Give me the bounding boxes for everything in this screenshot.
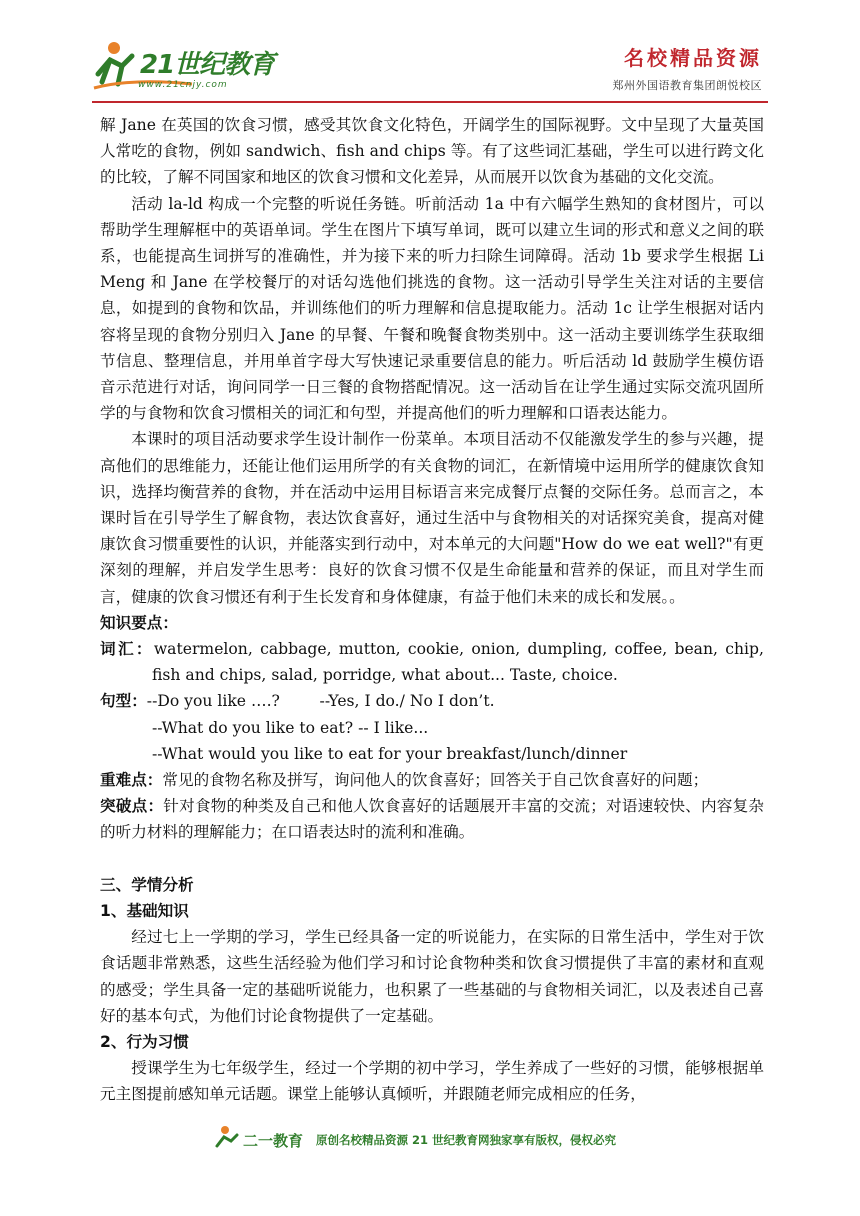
sentence-pattern-2: --What do you like to eat? -- I like... <box>152 718 429 737</box>
sentence-pattern-1: --Do you like ….? --Yes, I do./ No I don’t. <box>146 692 495 711</box>
paragraph-basic-knowledge: 经过七上一学期的学习，学生已经具备一定的听说能力，在实际的日常生活中，学生对于饮食话题非常熟悉，这些生活经验为他们学习和讨论食物种类和饮食习惯提供了丰富的素材和直观的感受；学生具备一定的基础听说能力，也积累了一些基础的与食物相关词汇，以及表述自己喜好的基本句式，为他们讨论食物提供了一定基础。 <box>100 928 764 1025</box>
difficulty-item <box>100 767 764 793</box>
paragraph-behavior: 授课学生为七年级学生，经过一个学期的初中学习，学生养成了一些好的习惯，能够根据单元主图提前感知单元话题。课堂上能够认真倾听，并跟随老师完成相应的任务， <box>100 1059 764 1104</box>
breakthrough-item <box>100 793 764 845</box>
section-title-learner-analysis: 三、学情分析 <box>100 875 194 894</box>
vocabulary-label: 词汇： <box>100 640 154 659</box>
brand-title: 名校精品资源 <box>624 46 762 70</box>
document-body <box>100 112 764 1108</box>
vocabulary-text: watermelon, cabbage, mutton, cookie, onion, dumpling, coffee, bean, chip, fish and chips, salad, porridge, what about... Taste, choice. <box>152 640 764 685</box>
paragraph-activities: 活动 la-ld 构成一个完整的听说任务链。听前活动 1a 中有六幅学生熟知的食材图片，可以帮助学生理解框中的英语单词。学生在图片下填写单词，既可以建立生词的形式和意义之间的联系，也能提高生词拼写的准确性，并为接下来的听力扫除生词障碍。活动 1b 要求学生根据 Li Meng 和 Jane 在学校餐厅的对话勾选他们挑选的食物。这一活动引导学生关注对话的主要信息，如提到的食物和饮品，并训练他们的听力理解和信息提取能力。活动 1c 让学生根据对话内容将呈现的食物分别归入 Jane 的早餐、午餐和晚餐食物类别中。这一活动主要训练学生获取细节信息、整理信息，并用单首字母大写快速记录重要信息的能力。听后活动 ld 鼓励学生模仿语音示范进行对话，询问同学一日三餐的食物搭配情况。这一活动旨在让学生通过实际交流巩固所学的与食物和饮食习惯相关的词汇和句型，并提高他们的听力理解和口语表达能力。 <box>100 194 764 423</box>
sentence-pattern-3: --What would you like to eat for your breakfast/lunch/dinner <box>152 744 628 763</box>
breakthrough-label: 突破点： <box>100 797 164 816</box>
logo-url: www.21cnjy.com <box>138 80 228 90</box>
logo-text: 21世纪教育 <box>140 50 275 80</box>
spacer <box>100 846 764 872</box>
knowledge-points-title: 知识要点： <box>100 613 178 632</box>
footer-runner-logo-icon <box>215 1124 305 1154</box>
vocabulary-item <box>100 636 764 688</box>
paragraph-intro-continued: 解 Jane 在英国的饮食习惯，感受其饮食文化特色，开阔学生的国际视野。文中呈现了大量英国人常吃的食物，例如 sandwich、fish and chips 等。有了这些词汇基础，学生可以进行跨文化的比较，了解不同国家和地区的饮食习惯和文化差异，从而展开以饮食为基础的文化交流。 <box>100 116 764 187</box>
breakthrough-text: 针对食物的种类及自己和他人饮食喜好的话题展开丰富的交流；对语速较快、内容复杂的听力材料的理解能力；在口语表达时的流利和准确。 <box>100 797 764 842</box>
brand-subtitle: 郑州外国语教育集团朗悦校区 <box>612 79 762 92</box>
page-header <box>0 0 860 106</box>
brand-block <box>613 42 763 93</box>
header-divider <box>92 101 768 103</box>
subsection-title-basic-knowledge: 1、基础知识 <box>100 901 189 920</box>
footer-logo-text: 二一教育 <box>243 1132 304 1150</box>
subsection-title-behavior: 2、行为习惯 <box>100 1032 189 1051</box>
difficulty-label: 重难点： <box>100 771 163 790</box>
difficulty-text: 常见的食物名称及拼写，询问他人的饮食喜好；回答关于自己饮食喜好的问题； <box>162 771 709 790</box>
paragraph-project: 本课时的项目活动要求学生设计制作一份菜单。本项目活动不仅能激发学生的参与兴趣，提高他们的思维能力，还能让他们运用所学的有关食物的词汇，在新情境中运用所学的健康饮食知识，选择均衡营养的食物，并在活动中运用目标语言来完成餐厅点餐的交际任务。总而言之，本课时旨在引导学生了解食物，表达饮食喜好，通过生活中与食物相关的对话探究美食，提高对健康饮食习惯重要性的认识，并能落实到行动中，对本单元的大问题"How do we eat well?"有更深刻的理解，并启发学生思考：良好的饮食习惯不仅是生命能量和营养的保证，而且对学生而言，健康的饮食习惯还有利于生长发育和身体健康，有益于他们未来的成长和发展。。 <box>100 430 764 606</box>
sentence-pattern-label: 句型： <box>100 692 147 711</box>
page-footer <box>0 1118 860 1158</box>
sentence-pattern-line-1 <box>100 688 764 714</box>
footer-copyright: 原创名校精品资源 21 世纪教育网独家享有版权，侵权必究 <box>316 1133 617 1147</box>
